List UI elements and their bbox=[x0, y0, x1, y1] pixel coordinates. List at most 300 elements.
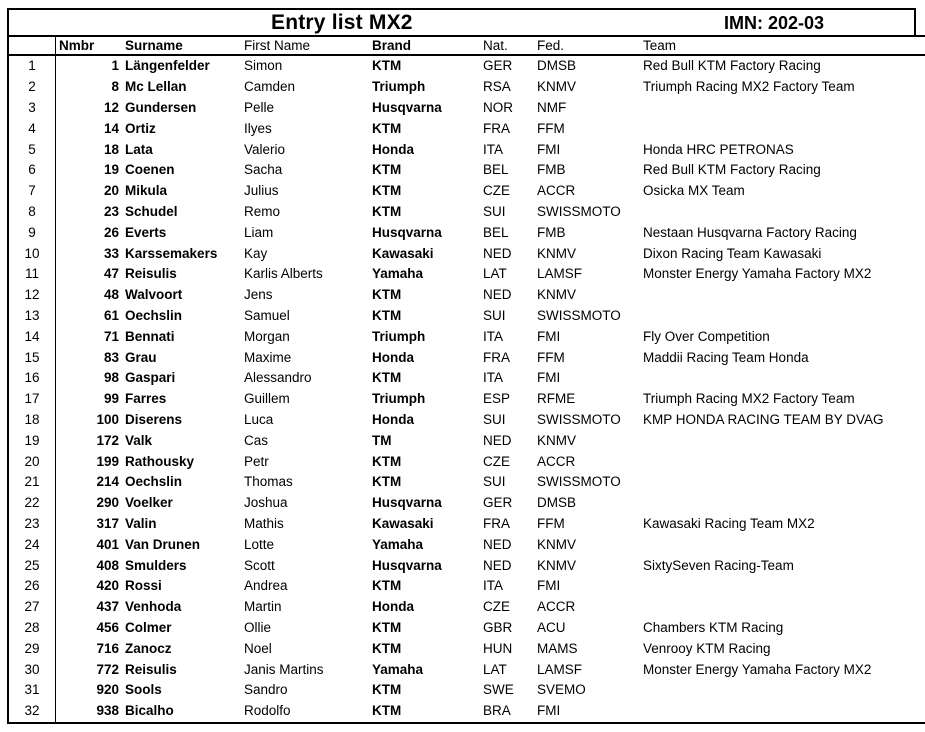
cell-team: Triumph Racing MX2 Factory Team bbox=[640, 77, 925, 98]
cell-fed: SWISSMOTO bbox=[537, 203, 621, 219]
cell-surname: Bicalho bbox=[122, 701, 241, 723]
cell-surname: Rathousky bbox=[125, 453, 195, 469]
header-nmbr: Nmbr bbox=[56, 36, 123, 55]
cell-surname: Grau bbox=[125, 349, 157, 365]
cell-nat: FRA bbox=[483, 349, 510, 365]
table-row bbox=[8, 326, 925, 347]
cell-fed: FMB bbox=[537, 224, 566, 240]
header-nat: Nat. bbox=[480, 36, 534, 55]
cell-index: 16 bbox=[8, 368, 56, 389]
table-row bbox=[8, 430, 925, 451]
cell-index: 21 bbox=[8, 472, 56, 493]
cell-team bbox=[640, 306, 925, 327]
cell-team: Chambers KTM Racing bbox=[640, 618, 925, 639]
cell-fed: LAMSF bbox=[537, 661, 583, 677]
cell-nat: SUI bbox=[483, 474, 506, 490]
cell-surname: Diserens bbox=[125, 411, 183, 427]
table-row bbox=[8, 534, 925, 555]
cell-nat: FRA bbox=[483, 120, 510, 136]
cell-nat: SUI bbox=[483, 307, 506, 323]
cell-brand: KTM bbox=[372, 453, 402, 469]
cell-surname: Smulders bbox=[125, 557, 187, 573]
cell-nat: CZE bbox=[483, 183, 510, 199]
cell-fed: SWISSMOTO bbox=[537, 474, 621, 490]
cell-fed: KNMV bbox=[537, 79, 577, 95]
cell-nat: BRA bbox=[480, 701, 534, 723]
cell-nmbr: 61 bbox=[56, 306, 123, 327]
cell-fed: KNMV bbox=[537, 287, 577, 303]
cell-team bbox=[640, 118, 925, 139]
cell-fed: DMSB bbox=[537, 495, 577, 511]
cell-nmbr: 100 bbox=[56, 410, 123, 431]
cell-surname: Mikula bbox=[125, 183, 168, 199]
cell-nmbr: 938 bbox=[56, 701, 123, 723]
cell-first-name: Karlis Alberts bbox=[244, 266, 323, 282]
cell-team: Maddii Racing Team Honda bbox=[640, 347, 925, 368]
cell-nmbr: 437 bbox=[56, 597, 123, 618]
cell-index: 31 bbox=[8, 680, 56, 701]
cell-index: 15 bbox=[8, 347, 56, 368]
cell-team: Red Bull KTM Factory Racing bbox=[640, 55, 925, 77]
cell-team bbox=[640, 576, 925, 597]
cell-surname: Valin bbox=[125, 515, 157, 531]
cell-nat: ITA bbox=[483, 141, 503, 157]
table-row bbox=[8, 514, 925, 535]
cell-nat: LAT bbox=[483, 266, 507, 282]
cell-nmbr: 716 bbox=[56, 638, 123, 659]
cell-team bbox=[640, 472, 925, 493]
table-row bbox=[8, 680, 925, 701]
cell-team bbox=[640, 534, 925, 555]
cell-index: 17 bbox=[8, 389, 56, 410]
cell-surname: Colmer bbox=[125, 619, 172, 635]
table-body bbox=[8, 55, 925, 723]
table-row bbox=[8, 638, 925, 659]
cell-brand: Yamaha bbox=[372, 266, 424, 282]
cell-index: 23 bbox=[8, 514, 56, 535]
cell-index: 2 bbox=[8, 77, 56, 98]
cell-surname: Schudel bbox=[125, 203, 178, 219]
cell-first-name: Julius bbox=[244, 183, 279, 199]
cell-surname: Sools bbox=[125, 682, 162, 698]
cell-fed: SVEMO bbox=[537, 682, 586, 698]
cell-team: Osicka MX Team bbox=[640, 181, 925, 202]
cell-index: 6 bbox=[8, 160, 56, 181]
table-row bbox=[8, 243, 925, 264]
cell-first-name: Pelle bbox=[244, 99, 275, 115]
cell-team bbox=[640, 493, 925, 514]
cell-fed: LAMSF bbox=[537, 266, 583, 282]
cell-index: 32 bbox=[8, 701, 56, 723]
cell-first-name: Guillem bbox=[244, 391, 290, 407]
cell-nmbr: 172 bbox=[56, 430, 123, 451]
cell-index: 26 bbox=[8, 576, 56, 597]
cell-nmbr: 99 bbox=[56, 389, 123, 410]
cell-nat: SUI bbox=[483, 411, 506, 427]
cell-team: Monster Energy Yamaha Factory MX2 bbox=[640, 659, 925, 680]
table-row bbox=[8, 701, 925, 723]
cell-first-name: Remo bbox=[244, 203, 281, 219]
header-surname: Surname bbox=[122, 36, 241, 55]
cell-brand: Kawasaki bbox=[372, 515, 434, 531]
cell-first-name: Andrea bbox=[244, 578, 288, 594]
table-row bbox=[8, 472, 925, 493]
cell-nat: GER bbox=[483, 495, 513, 511]
cell-nmbr: 18 bbox=[56, 139, 123, 160]
cell-nmbr: 408 bbox=[56, 555, 123, 576]
cell-index: 20 bbox=[8, 451, 56, 472]
table-row bbox=[8, 306, 925, 327]
cell-brand: KTM bbox=[372, 474, 402, 490]
cell-surname: Oechslin bbox=[125, 307, 183, 323]
cell-nmbr: 317 bbox=[56, 514, 123, 535]
cell-team bbox=[640, 98, 925, 119]
cell-nmbr: 12 bbox=[56, 98, 123, 119]
cell-first-name: Sandro bbox=[244, 682, 288, 698]
cell-first-name: Maxime bbox=[244, 349, 292, 365]
cell-fed: FMB bbox=[537, 162, 566, 178]
cell-fed: SWISSMOTO bbox=[537, 411, 621, 427]
cell-team bbox=[640, 597, 925, 618]
cell-first-name: Lotte bbox=[244, 536, 275, 552]
cell-brand: Honda bbox=[372, 411, 414, 427]
cell-surname: Lata bbox=[125, 141, 153, 157]
cell-team bbox=[640, 285, 925, 306]
cell-index: 29 bbox=[8, 638, 56, 659]
table-row bbox=[8, 55, 925, 77]
cell-team bbox=[640, 368, 925, 389]
cell-index: 25 bbox=[8, 555, 56, 576]
cell-index: 7 bbox=[8, 181, 56, 202]
cell-fed: FMI bbox=[534, 701, 640, 723]
cell-nmbr: 1 bbox=[56, 55, 123, 77]
cell-nat: SWE bbox=[483, 682, 514, 698]
cell-team: KMP HONDA RACING TEAM BY DVAG bbox=[640, 410, 925, 431]
table-row bbox=[8, 493, 925, 514]
cell-brand: Husqvarna bbox=[372, 495, 442, 511]
cell-index: 13 bbox=[8, 306, 56, 327]
cell-first-name: Jens bbox=[244, 287, 273, 303]
cell-fed: FFM bbox=[537, 515, 565, 531]
cell-brand: KTM bbox=[372, 120, 402, 136]
cell-index: 27 bbox=[8, 597, 56, 618]
cell-fed: FMI bbox=[537, 578, 561, 594]
entry-table bbox=[7, 35, 925, 724]
cell-surname: Längenfelder bbox=[125, 58, 210, 74]
cell-fed: MAMS bbox=[537, 640, 578, 656]
cell-nat: GBR bbox=[483, 619, 513, 635]
header-brand: Brand bbox=[369, 36, 480, 55]
cell-first-name: Cas bbox=[244, 432, 269, 448]
cell-index: 30 bbox=[8, 659, 56, 680]
table-row bbox=[8, 368, 925, 389]
cell-index: 4 bbox=[8, 118, 56, 139]
cell-nmbr: 26 bbox=[56, 222, 123, 243]
cell-index: 9 bbox=[8, 222, 56, 243]
cell-team bbox=[640, 202, 925, 223]
cell-nmbr: 33 bbox=[56, 243, 123, 264]
cell-fed: KNMV bbox=[537, 557, 577, 573]
cell-fed: KNMV bbox=[537, 432, 577, 448]
cell-nmbr: 290 bbox=[56, 493, 123, 514]
cell-fed: RFME bbox=[537, 391, 576, 407]
cell-brand: KTM bbox=[372, 619, 402, 635]
cell-brand: Yamaha bbox=[372, 661, 424, 677]
cell-nat: NED bbox=[483, 432, 512, 448]
cell-fed: KNMV bbox=[537, 536, 577, 552]
cell-nat: ESP bbox=[483, 391, 511, 407]
table-row bbox=[8, 576, 925, 597]
cell-nmbr: 71 bbox=[56, 326, 123, 347]
header-first-name: First Name bbox=[241, 36, 369, 55]
cell-fed: ACCR bbox=[537, 183, 576, 199]
cell-brand: KTM bbox=[372, 287, 402, 303]
cell-surname: Valk bbox=[125, 432, 153, 448]
table-row bbox=[8, 118, 925, 139]
cell-surname: Venhoda bbox=[125, 599, 182, 615]
cell-nmbr: 8 bbox=[56, 77, 123, 98]
table-row bbox=[8, 181, 925, 202]
cell-nat: NED bbox=[483, 536, 512, 552]
cell-nat: RSA bbox=[483, 79, 511, 95]
cell-brand: Honda bbox=[372, 349, 414, 365]
cell-nmbr: 456 bbox=[56, 618, 123, 639]
cell-brand: KTM bbox=[372, 307, 402, 323]
cell-nat: FRA bbox=[483, 515, 510, 531]
cell-first-name: Alessandro bbox=[244, 370, 312, 386]
entry-list-sheet bbox=[7, 8, 916, 724]
cell-brand: TM bbox=[372, 432, 392, 448]
cell-surname: Gaspari bbox=[125, 370, 176, 386]
table-row bbox=[8, 160, 925, 181]
cell-surname: Bennati bbox=[125, 328, 175, 344]
cell-brand: KTM bbox=[372, 370, 402, 386]
cell-brand: KTM bbox=[372, 162, 402, 178]
cell-fed: FMI bbox=[537, 141, 561, 157]
cell-first-name: Morgan bbox=[244, 328, 290, 344]
cell-surname: Zanocz bbox=[125, 640, 172, 656]
cell-first-name: Samuel bbox=[244, 307, 290, 323]
cell-surname: Reisulis bbox=[125, 661, 177, 677]
cell-surname: Everts bbox=[125, 224, 167, 240]
cell-nmbr: 401 bbox=[56, 534, 123, 555]
cell-first-name: Martin bbox=[244, 599, 282, 615]
cell-brand: KTM bbox=[369, 701, 480, 723]
cell-brand: KTM bbox=[372, 58, 402, 74]
cell-surname: Farres bbox=[125, 391, 167, 407]
cell-team: Triumph Racing MX2 Factory Team bbox=[640, 389, 925, 410]
table-row bbox=[8, 555, 925, 576]
table-row bbox=[8, 659, 925, 680]
cell-fed: DMSB bbox=[537, 58, 577, 74]
cell-index: 8 bbox=[8, 202, 56, 223]
cell-first-name: Joshua bbox=[244, 495, 288, 511]
cell-brand: KTM bbox=[372, 640, 402, 656]
cell-first-name: Scott bbox=[244, 557, 275, 573]
cell-nat: NED bbox=[483, 557, 512, 573]
header-team: Team bbox=[640, 36, 925, 55]
cell-index: 12 bbox=[8, 285, 56, 306]
cell-nat: NED bbox=[483, 287, 512, 303]
cell-team: Venrooy KTM Racing bbox=[640, 638, 925, 659]
cell-fed: ACCR bbox=[537, 599, 576, 615]
cell-surname: Ortiz bbox=[125, 120, 156, 136]
cell-team: Dixon Racing Team Kawasaki bbox=[640, 243, 925, 264]
cell-surname: Voelker bbox=[125, 495, 173, 511]
cell-first-name: Ollie bbox=[244, 619, 272, 635]
header-index bbox=[8, 36, 56, 55]
cell-first-name: Thomas bbox=[244, 474, 293, 490]
cell-brand: KTM bbox=[372, 203, 402, 219]
cell-nmbr: 920 bbox=[56, 680, 123, 701]
cell-team: SixtySeven Racing-Team bbox=[640, 555, 925, 576]
title-bar bbox=[7, 8, 916, 35]
cell-fed: SWISSMOTO bbox=[537, 307, 621, 323]
cell-brand: Triumph bbox=[372, 79, 426, 95]
cell-brand: Husqvarna bbox=[372, 224, 442, 240]
cell-team bbox=[640, 680, 925, 701]
cell-nat: SUI bbox=[483, 203, 506, 219]
cell-nmbr: 772 bbox=[56, 659, 123, 680]
table-header-row bbox=[8, 36, 925, 55]
cell-brand: Triumph bbox=[372, 391, 426, 407]
table-row bbox=[8, 618, 925, 639]
cell-fed: ACCR bbox=[537, 453, 576, 469]
cell-fed: FFM bbox=[537, 349, 565, 365]
cell-index: 24 bbox=[8, 534, 56, 555]
cell-nat: NED bbox=[483, 245, 512, 261]
cell-index: 19 bbox=[8, 430, 56, 451]
header-fed: Fed. bbox=[534, 36, 640, 55]
cell-nat: ITA bbox=[483, 328, 503, 344]
cell-brand: KTM bbox=[372, 682, 402, 698]
cell-first-name: Kay bbox=[244, 245, 268, 261]
cell-nmbr: 48 bbox=[56, 285, 123, 306]
cell-nat: LAT bbox=[483, 661, 507, 677]
page-title: Entry list MX2 bbox=[271, 11, 413, 34]
table-row bbox=[8, 285, 925, 306]
cell-index: 18 bbox=[8, 410, 56, 431]
cell-nat: GER bbox=[483, 58, 513, 74]
cell-surname: Gundersen bbox=[125, 99, 197, 115]
cell-nmbr: 98 bbox=[56, 368, 123, 389]
table-row bbox=[8, 222, 925, 243]
event-code: IMN: 202-03 bbox=[724, 13, 825, 33]
cell-fed: KNMV bbox=[537, 245, 577, 261]
cell-nat: CZE bbox=[483, 453, 510, 469]
cell-brand: Yamaha bbox=[372, 536, 424, 552]
cell-team bbox=[640, 701, 925, 723]
table-row bbox=[8, 98, 925, 119]
cell-first-name: Mathis bbox=[244, 515, 284, 531]
cell-brand: Honda bbox=[372, 599, 414, 615]
table-row bbox=[8, 77, 925, 98]
cell-first-name: Ilyes bbox=[244, 120, 272, 136]
cell-first-name: Liam bbox=[244, 224, 274, 240]
cell-first-name: Valerio bbox=[244, 141, 286, 157]
table-row bbox=[8, 389, 925, 410]
cell-surname: Coenen bbox=[125, 162, 175, 178]
cell-index: 5 bbox=[8, 139, 56, 160]
table-row bbox=[8, 410, 925, 431]
cell-index: 14 bbox=[8, 326, 56, 347]
cell-surname: Reisulis bbox=[125, 266, 177, 282]
cell-team: Monster Energy Yamaha Factory MX2 bbox=[640, 264, 925, 285]
cell-team: Kawasaki Racing Team MX2 bbox=[640, 514, 925, 535]
cell-team: Honda HRC PETRONAS bbox=[640, 139, 925, 160]
cell-nmbr: 20 bbox=[56, 181, 123, 202]
cell-nmbr: 214 bbox=[56, 472, 123, 493]
cell-first-name: Rodolfo bbox=[241, 701, 369, 723]
cell-brand: Triumph bbox=[372, 328, 426, 344]
cell-brand: Honda bbox=[372, 141, 414, 157]
cell-surname: Van Drunen bbox=[125, 536, 201, 552]
cell-nmbr: 47 bbox=[56, 264, 123, 285]
cell-index: 28 bbox=[8, 618, 56, 639]
cell-nmbr: 23 bbox=[56, 202, 123, 223]
cell-brand: KTM bbox=[372, 578, 402, 594]
table-row bbox=[8, 202, 925, 223]
cell-team bbox=[640, 451, 925, 472]
cell-index: 11 bbox=[8, 264, 56, 285]
cell-index: 1 bbox=[8, 55, 56, 77]
cell-nat: ITA bbox=[483, 578, 503, 594]
cell-surname: Karssemakers bbox=[125, 245, 218, 261]
cell-nmbr: 14 bbox=[56, 118, 123, 139]
cell-nat: BEL bbox=[483, 224, 509, 240]
cell-surname: Mc Lellan bbox=[125, 79, 187, 95]
cell-nat: BEL bbox=[483, 162, 509, 178]
cell-team: Red Bull KTM Factory Racing bbox=[640, 160, 925, 181]
cell-nat: CZE bbox=[483, 599, 510, 615]
cell-index: 10 bbox=[8, 243, 56, 264]
cell-nmbr: 420 bbox=[56, 576, 123, 597]
cell-surname: Oechslin bbox=[125, 474, 183, 490]
cell-first-name: Sacha bbox=[244, 162, 283, 178]
cell-first-name: Simon bbox=[244, 58, 283, 74]
cell-fed: NMF bbox=[537, 99, 567, 115]
cell-brand: KTM bbox=[372, 183, 402, 199]
cell-surname: Rossi bbox=[125, 578, 162, 594]
table-row bbox=[8, 264, 925, 285]
cell-first-name: Janis Martins bbox=[244, 661, 324, 677]
cell-nat: HUN bbox=[483, 640, 513, 656]
cell-first-name: Noel bbox=[244, 640, 272, 656]
cell-nat: NOR bbox=[483, 99, 513, 115]
cell-index: 22 bbox=[8, 493, 56, 514]
cell-fed: FMI bbox=[537, 370, 561, 386]
cell-brand: Kawasaki bbox=[372, 245, 434, 261]
cell-fed: FFM bbox=[537, 120, 565, 136]
cell-fed: FMI bbox=[537, 328, 561, 344]
cell-team: Nestaan Husqvarna Factory Racing bbox=[640, 222, 925, 243]
cell-team bbox=[640, 430, 925, 451]
cell-surname: Walvoort bbox=[125, 287, 183, 303]
cell-brand: Husqvarna bbox=[372, 99, 442, 115]
table-row bbox=[8, 597, 925, 618]
cell-first-name: Camden bbox=[244, 79, 296, 95]
cell-first-name: Luca bbox=[244, 411, 274, 427]
table-row bbox=[8, 451, 925, 472]
table-row bbox=[8, 139, 925, 160]
cell-index: 3 bbox=[8, 98, 56, 119]
cell-fed: ACU bbox=[537, 619, 566, 635]
cell-nmbr: 83 bbox=[56, 347, 123, 368]
cell-first-name: Petr bbox=[244, 453, 269, 469]
cell-nat: ITA bbox=[483, 370, 503, 386]
cell-nmbr: 199 bbox=[56, 451, 123, 472]
cell-team: Fly Over Competition bbox=[640, 326, 925, 347]
